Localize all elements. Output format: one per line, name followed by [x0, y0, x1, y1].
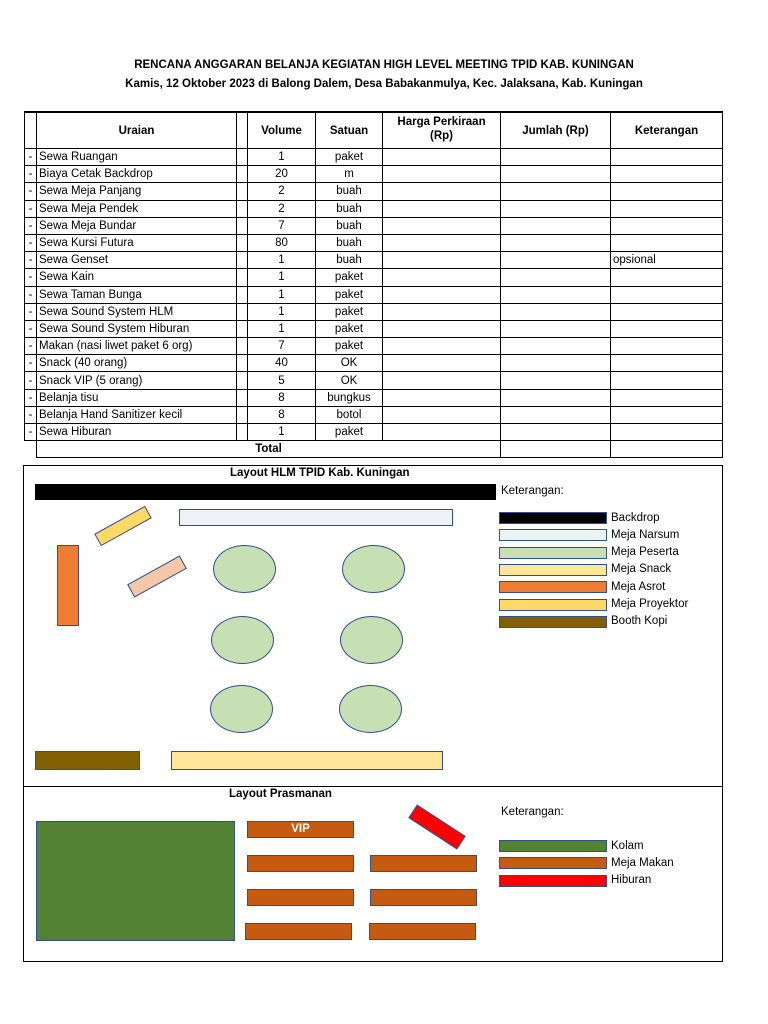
row-keterangan [611, 355, 723, 372]
row-dash: - [25, 338, 37, 355]
row-jumlah [501, 200, 611, 217]
row-dash: - [25, 286, 37, 303]
meja-makan-shape [247, 889, 354, 906]
table-row [25, 166, 723, 183]
table-row [25, 149, 723, 166]
row-harga [383, 183, 501, 200]
row-volume: 1 [248, 149, 316, 166]
row-dash: - [25, 372, 37, 389]
row-keterangan [611, 286, 723, 303]
meja-makan-vip-shape [247, 821, 354, 838]
row-jumlah [501, 149, 611, 166]
row-uraian: Belanja Hand Sanitizer kecil [37, 406, 237, 423]
row-jumlah [501, 166, 611, 183]
legend-label: Kolam [611, 839, 644, 852]
legend-swatch [499, 564, 607, 576]
header-uraian: Uraian [37, 112, 237, 149]
row-dash: - [25, 149, 37, 166]
table-header-row [25, 112, 723, 149]
meja-makan-shape [369, 923, 476, 940]
row-jumlah [501, 286, 611, 303]
row-harga [383, 338, 501, 355]
row-uraian: Sewa Meja Bundar [37, 217, 237, 234]
legend-swatch [499, 529, 607, 541]
row-keterangan [611, 217, 723, 234]
legend-swatch [499, 547, 607, 559]
meja-makan-shape [247, 855, 354, 872]
row-dash: - [25, 217, 37, 234]
row-dash: - [25, 234, 37, 251]
row-dash: - [25, 269, 37, 286]
table-row [25, 252, 723, 269]
row-spacer [237, 166, 248, 183]
row-dash: - [25, 303, 37, 320]
table-row [25, 372, 723, 389]
row-satuan: paket [316, 320, 383, 337]
row-keterangan [611, 424, 723, 441]
layout-prasmanan-title: Layout Prasmanan [229, 788, 332, 800]
row-satuan: m [316, 166, 383, 183]
total-jumlah-cell [501, 441, 611, 458]
table-row [25, 200, 723, 217]
layout-hlm-title: Layout HLM TPID Kab. Kuningan [230, 467, 410, 479]
meja-peserta-shape [211, 616, 274, 664]
header-keterangan: Keterangan [611, 112, 723, 149]
row-spacer [237, 252, 248, 269]
row-volume: 2 [248, 183, 316, 200]
row-keterangan [611, 389, 723, 406]
meja-asrot-shape-vertical [57, 545, 79, 626]
row-uraian: Belanja tisu [37, 389, 237, 406]
booth-kopi-shape [35, 751, 140, 770]
row-volume: 40 [248, 355, 316, 372]
meja-snack-shape [171, 751, 443, 770]
row-volume: 1 [248, 252, 316, 269]
row-volume: 2 [248, 200, 316, 217]
row-jumlah [501, 183, 611, 200]
row-harga [383, 406, 501, 423]
row-spacer [237, 200, 248, 217]
table-row [25, 183, 723, 200]
row-jumlah [501, 217, 611, 234]
row-volume: 7 [248, 217, 316, 234]
legend-label: Meja Asrot [611, 580, 666, 593]
row-spacer [237, 424, 248, 441]
row-spacer [237, 389, 248, 406]
row-volume: 80 [248, 234, 316, 251]
legend-swatch [499, 599, 607, 611]
row-uraian: Sewa Genset [37, 252, 237, 269]
backdrop-shape [35, 484, 496, 500]
table-row [25, 303, 723, 320]
row-spacer [237, 234, 248, 251]
total-keterangan-cell [611, 441, 723, 458]
budget-table [24, 111, 723, 458]
row-jumlah [501, 234, 611, 251]
row-volume: 1 [248, 424, 316, 441]
row-keterangan [611, 166, 723, 183]
meja-makan-shape [370, 855, 477, 872]
row-satuan: buah [316, 217, 383, 234]
row-spacer [237, 149, 248, 166]
row-keterangan [611, 303, 723, 320]
table-row [25, 355, 723, 372]
row-harga [383, 424, 501, 441]
row-dash: - [25, 320, 37, 337]
row-harga [383, 286, 501, 303]
row-spacer [237, 320, 248, 337]
row-spacer [237, 286, 248, 303]
meja-makan-shape [245, 923, 352, 940]
row-uraian: Sewa Hiburan [37, 424, 237, 441]
row-satuan: OK [316, 372, 383, 389]
row-satuan: buah [316, 183, 383, 200]
legend-label: Meja Proyektor [611, 598, 689, 610]
row-spacer [237, 372, 248, 389]
row-keterangan: opsional [611, 252, 723, 269]
meja-peserta-shape [340, 616, 403, 664]
row-volume: 1 [248, 269, 316, 286]
row-satuan: buah [316, 252, 383, 269]
row-keterangan [611, 406, 723, 423]
row-jumlah [501, 338, 611, 355]
legend-label: Meja Snack [611, 563, 672, 576]
row-satuan: buah [316, 234, 383, 251]
layout-hlm-legend-title: Keterangan: [501, 485, 564, 497]
header-satuan: Satuan [316, 112, 383, 149]
row-uraian: Snack (40 orang) [37, 355, 237, 372]
row-volume: 8 [248, 389, 316, 406]
table-body [25, 149, 723, 441]
row-harga [383, 389, 501, 406]
total-label: Total [37, 441, 501, 458]
row-harga [383, 269, 501, 286]
row-harga [383, 149, 501, 166]
meja-peserta-shape [339, 685, 402, 733]
row-satuan: bungkus [316, 389, 383, 406]
table-row [25, 217, 723, 234]
table-row [25, 269, 723, 286]
row-jumlah [501, 303, 611, 320]
row-dash: - [25, 252, 37, 269]
legend-label: Meja Narsum [611, 528, 680, 541]
row-uraian: Biaya Cetak Backdrop [37, 166, 237, 183]
meja-narsum-shape [179, 509, 453, 526]
row-satuan: paket [316, 338, 383, 355]
total-row [25, 441, 723, 458]
row-uraian: Sewa Sound System Hiburan [37, 320, 237, 337]
row-satuan: paket [316, 286, 383, 303]
table-row [25, 406, 723, 423]
legend-swatch [499, 616, 607, 628]
layout-prasmanan-legend-title: Keterangan: [501, 806, 564, 818]
legend-swatch [499, 840, 607, 852]
row-volume: 20 [248, 166, 316, 183]
legend-label: Meja Peserta [611, 546, 679, 559]
row-volume: 1 [248, 303, 316, 320]
row-jumlah [501, 389, 611, 406]
row-harga [383, 355, 501, 372]
row-harga [383, 252, 501, 269]
row-keterangan [611, 183, 723, 200]
meja-peserta-shape [342, 545, 405, 593]
header-harga: Harga Perkiraan (Rp) [383, 112, 501, 149]
row-spacer [237, 303, 248, 320]
row-spacer [237, 269, 248, 286]
vip-label: VIP [291, 823, 310, 835]
row-dash: - [25, 424, 37, 441]
table-row [25, 424, 723, 441]
legend-swatch [499, 512, 607, 524]
row-jumlah [501, 252, 611, 269]
row-spacer [237, 355, 248, 372]
legend-label: Meja Makan [611, 856, 674, 869]
row-uraian: Sewa Kursi Futura [37, 234, 237, 251]
table-row [25, 389, 723, 406]
row-satuan: OK [316, 355, 383, 372]
meja-peserta-shape [213, 545, 276, 593]
row-volume: 7 [248, 338, 316, 355]
header-spacer [237, 112, 248, 149]
row-dash: - [25, 389, 37, 406]
row-harga [383, 166, 501, 183]
table-row [25, 234, 723, 251]
row-harga [383, 234, 501, 251]
row-satuan: buah [316, 200, 383, 217]
row-jumlah [501, 355, 611, 372]
row-jumlah [501, 424, 611, 441]
row-jumlah [501, 320, 611, 337]
row-keterangan [611, 149, 723, 166]
row-uraian: Snack VIP (5 orang) [37, 372, 237, 389]
row-volume: 1 [248, 286, 316, 303]
row-uraian: Sewa Ruangan [37, 149, 237, 166]
row-keterangan [611, 320, 723, 337]
header-jumlah: Jumlah (Rp) [501, 112, 611, 149]
row-harga [383, 320, 501, 337]
row-volume: 1 [248, 320, 316, 337]
row-volume: 8 [248, 406, 316, 423]
row-spacer [237, 338, 248, 355]
row-dash: - [25, 183, 37, 200]
row-jumlah [501, 372, 611, 389]
row-uraian: Sewa Kain [37, 269, 237, 286]
table-row [25, 286, 723, 303]
legend-label: Backdrop [611, 511, 660, 524]
row-dash: - [25, 166, 37, 183]
row-jumlah [501, 269, 611, 286]
row-uraian: Sewa Meja Panjang [37, 183, 237, 200]
row-jumlah [501, 406, 611, 423]
meja-peserta-shape [210, 685, 273, 733]
table-row [25, 320, 723, 337]
legend-swatch [499, 857, 607, 869]
row-harga [383, 303, 501, 320]
row-satuan: paket [316, 269, 383, 286]
row-keterangan [611, 372, 723, 389]
row-spacer [237, 217, 248, 234]
row-harga [383, 217, 501, 234]
row-dash: - [25, 200, 37, 217]
legend-label: Booth Kopi [611, 615, 668, 628]
row-harga [383, 372, 501, 389]
row-harga [383, 200, 501, 217]
header-volume: Volume [248, 112, 316, 149]
row-dash: - [25, 406, 37, 423]
legend-swatch [499, 875, 607, 887]
legend-label: Hiburan [611, 874, 652, 887]
document-title: RENCANA ANGGARAN BELANJA KEGIATAN HIGH LEVEL MEETING TPID KAB. KUNINGAN [134, 59, 634, 71]
row-uraian: Sewa Meja Pendek [37, 200, 237, 217]
row-keterangan [611, 338, 723, 355]
row-keterangan [611, 234, 723, 251]
total-dash-cell [25, 441, 37, 458]
row-spacer [237, 183, 248, 200]
row-satuan: paket [316, 424, 383, 441]
row-satuan: paket [316, 303, 383, 320]
header-dash-col [25, 112, 37, 149]
row-satuan: paket [316, 149, 383, 166]
legend-swatch [499, 581, 607, 593]
row-uraian: Sewa Taman Bunga [37, 286, 237, 303]
row-keterangan [611, 200, 723, 217]
table-row [25, 338, 723, 355]
row-spacer [237, 406, 248, 423]
meja-makan-shape [370, 889, 477, 906]
row-volume: 5 [248, 372, 316, 389]
row-keterangan [611, 269, 723, 286]
row-uraian: Makan (nasi liwet paket 6 org) [37, 338, 237, 355]
row-uraian: Sewa Sound System HLM [37, 303, 237, 320]
row-dash: - [25, 355, 37, 372]
document-subtitle: Kamis, 12 Oktober 2023 di Balong Dalem, Desa Babakanmulya, Kec. Jalaksana, Kab. Kuningan [125, 78, 643, 90]
kolam-shape [36, 821, 235, 941]
row-satuan: botol [316, 406, 383, 423]
